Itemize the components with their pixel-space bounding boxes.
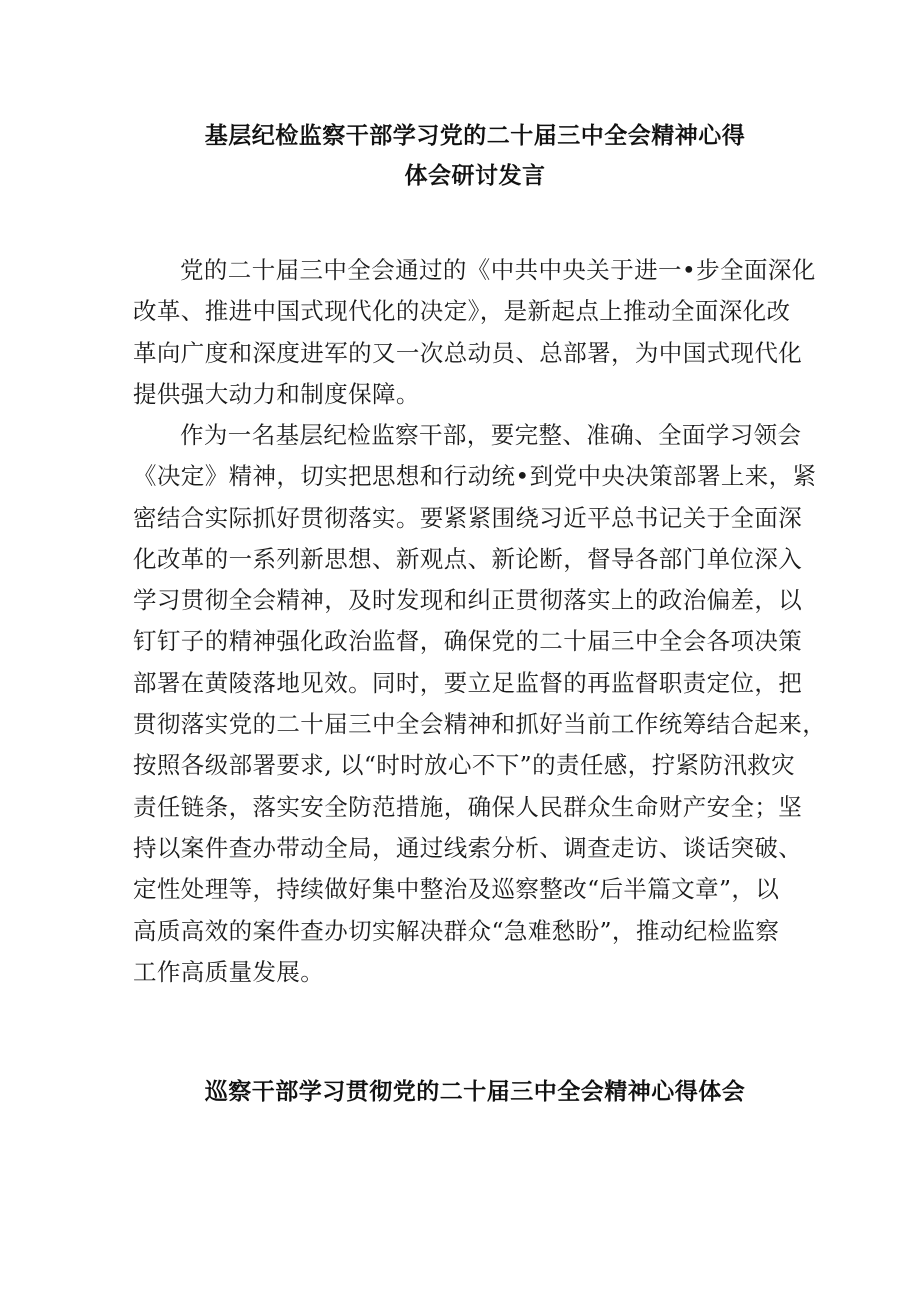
paragraph-line: 化改革的一系列新思想、新观点、新论断，督导各部门单位深入 [133,544,803,573]
paragraph-line: 《决定》精神，切实把思想和行动统•到党中央决策部署上来，紧 [133,462,817,491]
paragraph-line: 党的二十届三中全会通过的《中共中央关于进一•步全面深化 [180,256,816,284]
paragraph-line: 责任链条，落实安全防范措施，确保人民群众生命财产安全；坚 [133,792,803,821]
paragraph-line: 改革、推进中国式现代化的决定》，是新起点上推动全面深化改 [133,297,791,326]
title-line: 巡察干部学习贯彻党的二十届三中全会精神心得体会 [204,1079,746,1105]
paragraph-1 [133,250,816,415]
paragraph-line: 学习贯彻全会精神，及时发现和纠正贯彻落实上的政治偏差，以 [133,586,803,615]
paragraph-line: 贯彻落实党的二十届三中全会精神和抓好当前工作统筹结合起来， [133,710,827,739]
title-line: 体会研讨发言 [404,163,546,189]
paragraph-line: 提供强大动力和制度保障。 [133,379,420,408]
paragraph-line: 密结合实际抓好贯彻落实。要紧紧围绕习近平总书记关于全面深 [133,503,803,532]
title-line: 基层纪检监察干部学习党的二十届三中全会精神心得 [204,123,746,149]
paragraph-line: 钉钉子的精神强化政治监督，确保党的二十届三中全会各项决策 [133,627,803,656]
paragraph-line: 革向广度和深度进军的又一次总动员、总部署，为中国式现代化 [133,338,803,367]
paragraph-2 [133,415,827,993]
paragraph-line: 定性处理等，持续做好集中整治及巡察整改“后半篇文章”，以 [133,875,780,904]
paragraph-line: 持以案件查办带动全局，通过线索分析、调查走访、谈话突破、 [133,833,803,862]
section-1-title [110,116,840,196]
paragraph-line: 工作高质量发展。 [133,957,325,986]
paragraph-line: 按照各级部署要求, 以“时时放心不下”的责任感，拧紧防汛救灾 [133,751,795,780]
paragraph-line: 作为一名基层纪检监察干部，要完整、准确、全面学习领会 [180,421,802,449]
section-2-title [110,1072,840,1112]
paragraph-line: 高质高效的案件查办切实解决群众“急难愁盼”，推动纪检监察 [133,916,780,945]
paragraph-line: 部署在黄陵落地见效。同时，要立足监督的再监督职责定位，把 [133,668,803,697]
